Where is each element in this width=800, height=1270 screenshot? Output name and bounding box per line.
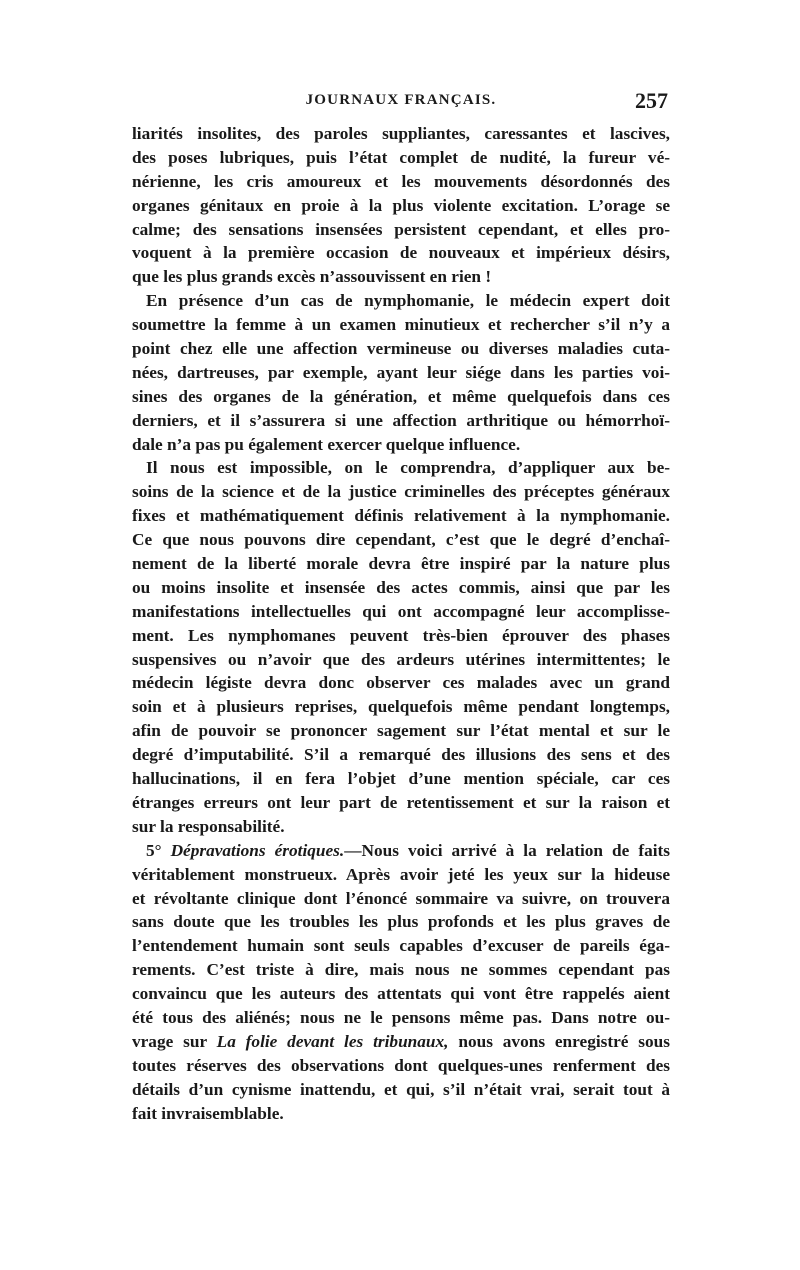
text-line bbox=[132, 456, 670, 480]
text-line bbox=[132, 1054, 670, 1078]
text-line bbox=[132, 815, 670, 839]
page-number: 257 bbox=[635, 88, 668, 113]
running-title: JOURNAUX FRANÇAIS. bbox=[305, 92, 497, 108]
line-text: étranges erreurs ont leur part de retentissement et sur la raison et bbox=[132, 792, 670, 812]
text-line bbox=[132, 337, 670, 361]
line-text: rements. C’est triste à dire, mais nous ne sommes cependant pas bbox=[132, 960, 670, 980]
book-page bbox=[132, 88, 670, 1125]
line-prefix: 5° bbox=[146, 840, 171, 860]
line-text: sines des organes de la génération, et même quelquefois dans ces bbox=[132, 386, 670, 406]
text-line bbox=[132, 146, 670, 170]
text-line bbox=[132, 504, 670, 528]
text-line bbox=[132, 1006, 670, 1030]
text-line bbox=[132, 958, 670, 982]
line-text: soins de la science et de la justice criminelles des préceptes généraux bbox=[132, 482, 670, 502]
text-line bbox=[132, 313, 670, 337]
line-text: nous avons enregistré sous bbox=[448, 1031, 670, 1051]
line-text: des poses lubriques, puis l’état complet de nudité, la fureur vé- bbox=[132, 147, 670, 167]
line-text: véritablement monstrueux. Après avoir jeté les yeux sur la hideuse bbox=[132, 864, 670, 884]
text-line bbox=[132, 289, 670, 313]
text-line bbox=[132, 122, 670, 146]
line-text: convaincu que les auteurs des attentats qui vont être rappelés aient bbox=[132, 984, 670, 1004]
text-line bbox=[132, 385, 670, 409]
body-text bbox=[132, 122, 670, 1125]
text-line bbox=[132, 170, 670, 194]
line-text: l’entendement humain sont seuls capables d’excuser de pareils éga- bbox=[132, 936, 670, 956]
line-text: nées, dartreuses, par exemple, ayant leur siége dans les parties voi- bbox=[132, 362, 670, 382]
text-line bbox=[132, 600, 670, 624]
line-text: soumettre la femme à un examen minutieux et rechercher s’il n’y a bbox=[132, 315, 670, 335]
line-text: suspensives ou n’avoir que des ardeurs utérines intermittentes; le bbox=[132, 649, 670, 669]
line-text: fixes et mathématiquement définis relativement à la nymphomanie. bbox=[132, 506, 670, 526]
text-line bbox=[132, 576, 670, 600]
running-head bbox=[132, 88, 670, 122]
line-text: voquent à la première occasion de nouveaux et impérieux désirs, bbox=[132, 243, 670, 263]
text-line bbox=[132, 528, 670, 552]
text-line bbox=[132, 791, 670, 815]
italic-phrase: La folie devant les tribunaux, bbox=[216, 1031, 449, 1051]
line-text: soin et à plusieurs reprises, quelquefois même pendant longtemps, bbox=[132, 697, 670, 717]
line-text: médecin légiste devra donc observer ces malades avec un grand bbox=[132, 673, 670, 693]
text-line bbox=[132, 241, 670, 265]
line-text: Ce que nous pouvons dire cependant, c’est que le degré d’enchaî- bbox=[132, 530, 670, 550]
text-line bbox=[132, 671, 670, 695]
text-line bbox=[132, 409, 670, 433]
line-text: sans doute que les troubles les plus profonds et les plus graves de bbox=[132, 912, 670, 932]
text-line bbox=[132, 910, 670, 934]
line-text: afin de pouvoir se prononcer sagement sur l’état mental et sur le bbox=[132, 721, 670, 741]
text-line bbox=[132, 265, 670, 289]
text-line bbox=[132, 218, 670, 242]
line-text: ment. Les nymphomanes peuvent très-bien éprouver des phases bbox=[132, 625, 670, 645]
line-text: été tous des aliénés; nous ne le pensons même pas. Dans notre ou- bbox=[132, 1007, 670, 1027]
text-line bbox=[132, 624, 670, 648]
line-text: ou moins insolite et insensée des actes commis, ainsi que par les bbox=[132, 577, 670, 597]
text-line bbox=[132, 361, 670, 385]
text-line bbox=[132, 695, 670, 719]
line-text: liarités insolites, des paroles suppliantes, caressantes et lascives, bbox=[132, 124, 670, 143]
line-text: degré d’imputabilité. S’il a remarqué des illusions des sens et des bbox=[132, 745, 670, 765]
text-line bbox=[132, 194, 670, 218]
line-text: sur la responsabilité. bbox=[132, 816, 285, 836]
text-line bbox=[132, 433, 670, 457]
text-line bbox=[132, 767, 670, 791]
line-text: fait invraisemblable. bbox=[132, 1103, 284, 1123]
text-line bbox=[132, 1078, 670, 1102]
line-text: et révoltante clinique dont l’énoncé sommaire va suivre, on trouvera bbox=[132, 888, 670, 908]
text-line bbox=[132, 552, 670, 576]
text-line bbox=[132, 887, 670, 911]
text-line bbox=[132, 648, 670, 672]
line-text: toutes réserves des observations dont quelques-unes renferment des bbox=[132, 1055, 670, 1075]
text-line bbox=[132, 480, 670, 504]
line-text: nérienne, les cris amoureux et les mouvements désordonnés des bbox=[132, 171, 670, 191]
text-line bbox=[132, 934, 670, 958]
line-prefix: vrage sur bbox=[132, 1031, 217, 1051]
line-text: hallucinations, il en fera l’objet d’une mention spéciale, car ces bbox=[132, 769, 670, 789]
text-line bbox=[132, 719, 670, 743]
line-text: derniers, et il s’assurera si une affection arthritique ou hémorrhoï- bbox=[132, 410, 670, 430]
italic-phrase: Dépravations érotiques. bbox=[170, 840, 345, 860]
text-line bbox=[132, 982, 670, 1006]
text-line bbox=[132, 1030, 670, 1054]
line-text: point chez elle une affection vermineuse ou diverses maladies cuta- bbox=[132, 339, 670, 359]
text-line bbox=[132, 839, 670, 863]
line-text: Il nous est impossible, on le comprendra, d’appliquer aux be- bbox=[146, 458, 670, 478]
line-text: —Nous voici arrivé à la relation de faits bbox=[344, 840, 670, 860]
line-text: détails d’un cynisme inattendu, et qui, s’il n’était vrai, serait tout à bbox=[132, 1079, 670, 1099]
text-line bbox=[132, 1102, 670, 1126]
line-text: manifestations intellectuelles qui ont accompagné leur accomplisse- bbox=[132, 601, 670, 621]
line-text: que les plus grands excès n’assouvissent en rien ! bbox=[132, 267, 492, 287]
line-text: calme; des sensations insensées persistent cependant, et elles pro- bbox=[132, 219, 670, 239]
text-line bbox=[132, 863, 670, 887]
text-line bbox=[132, 743, 670, 767]
line-text: nement de la liberté morale devra être inspiré par la nature plus bbox=[132, 554, 670, 574]
line-text: dale n’a pas pu également exercer quelque influence. bbox=[132, 434, 521, 454]
line-text: En présence d’un cas de nymphomanie, le médecin expert doit bbox=[146, 291, 670, 311]
line-text: organes génitaux en proie à la plus violente excitation. L’orage se bbox=[132, 195, 670, 215]
